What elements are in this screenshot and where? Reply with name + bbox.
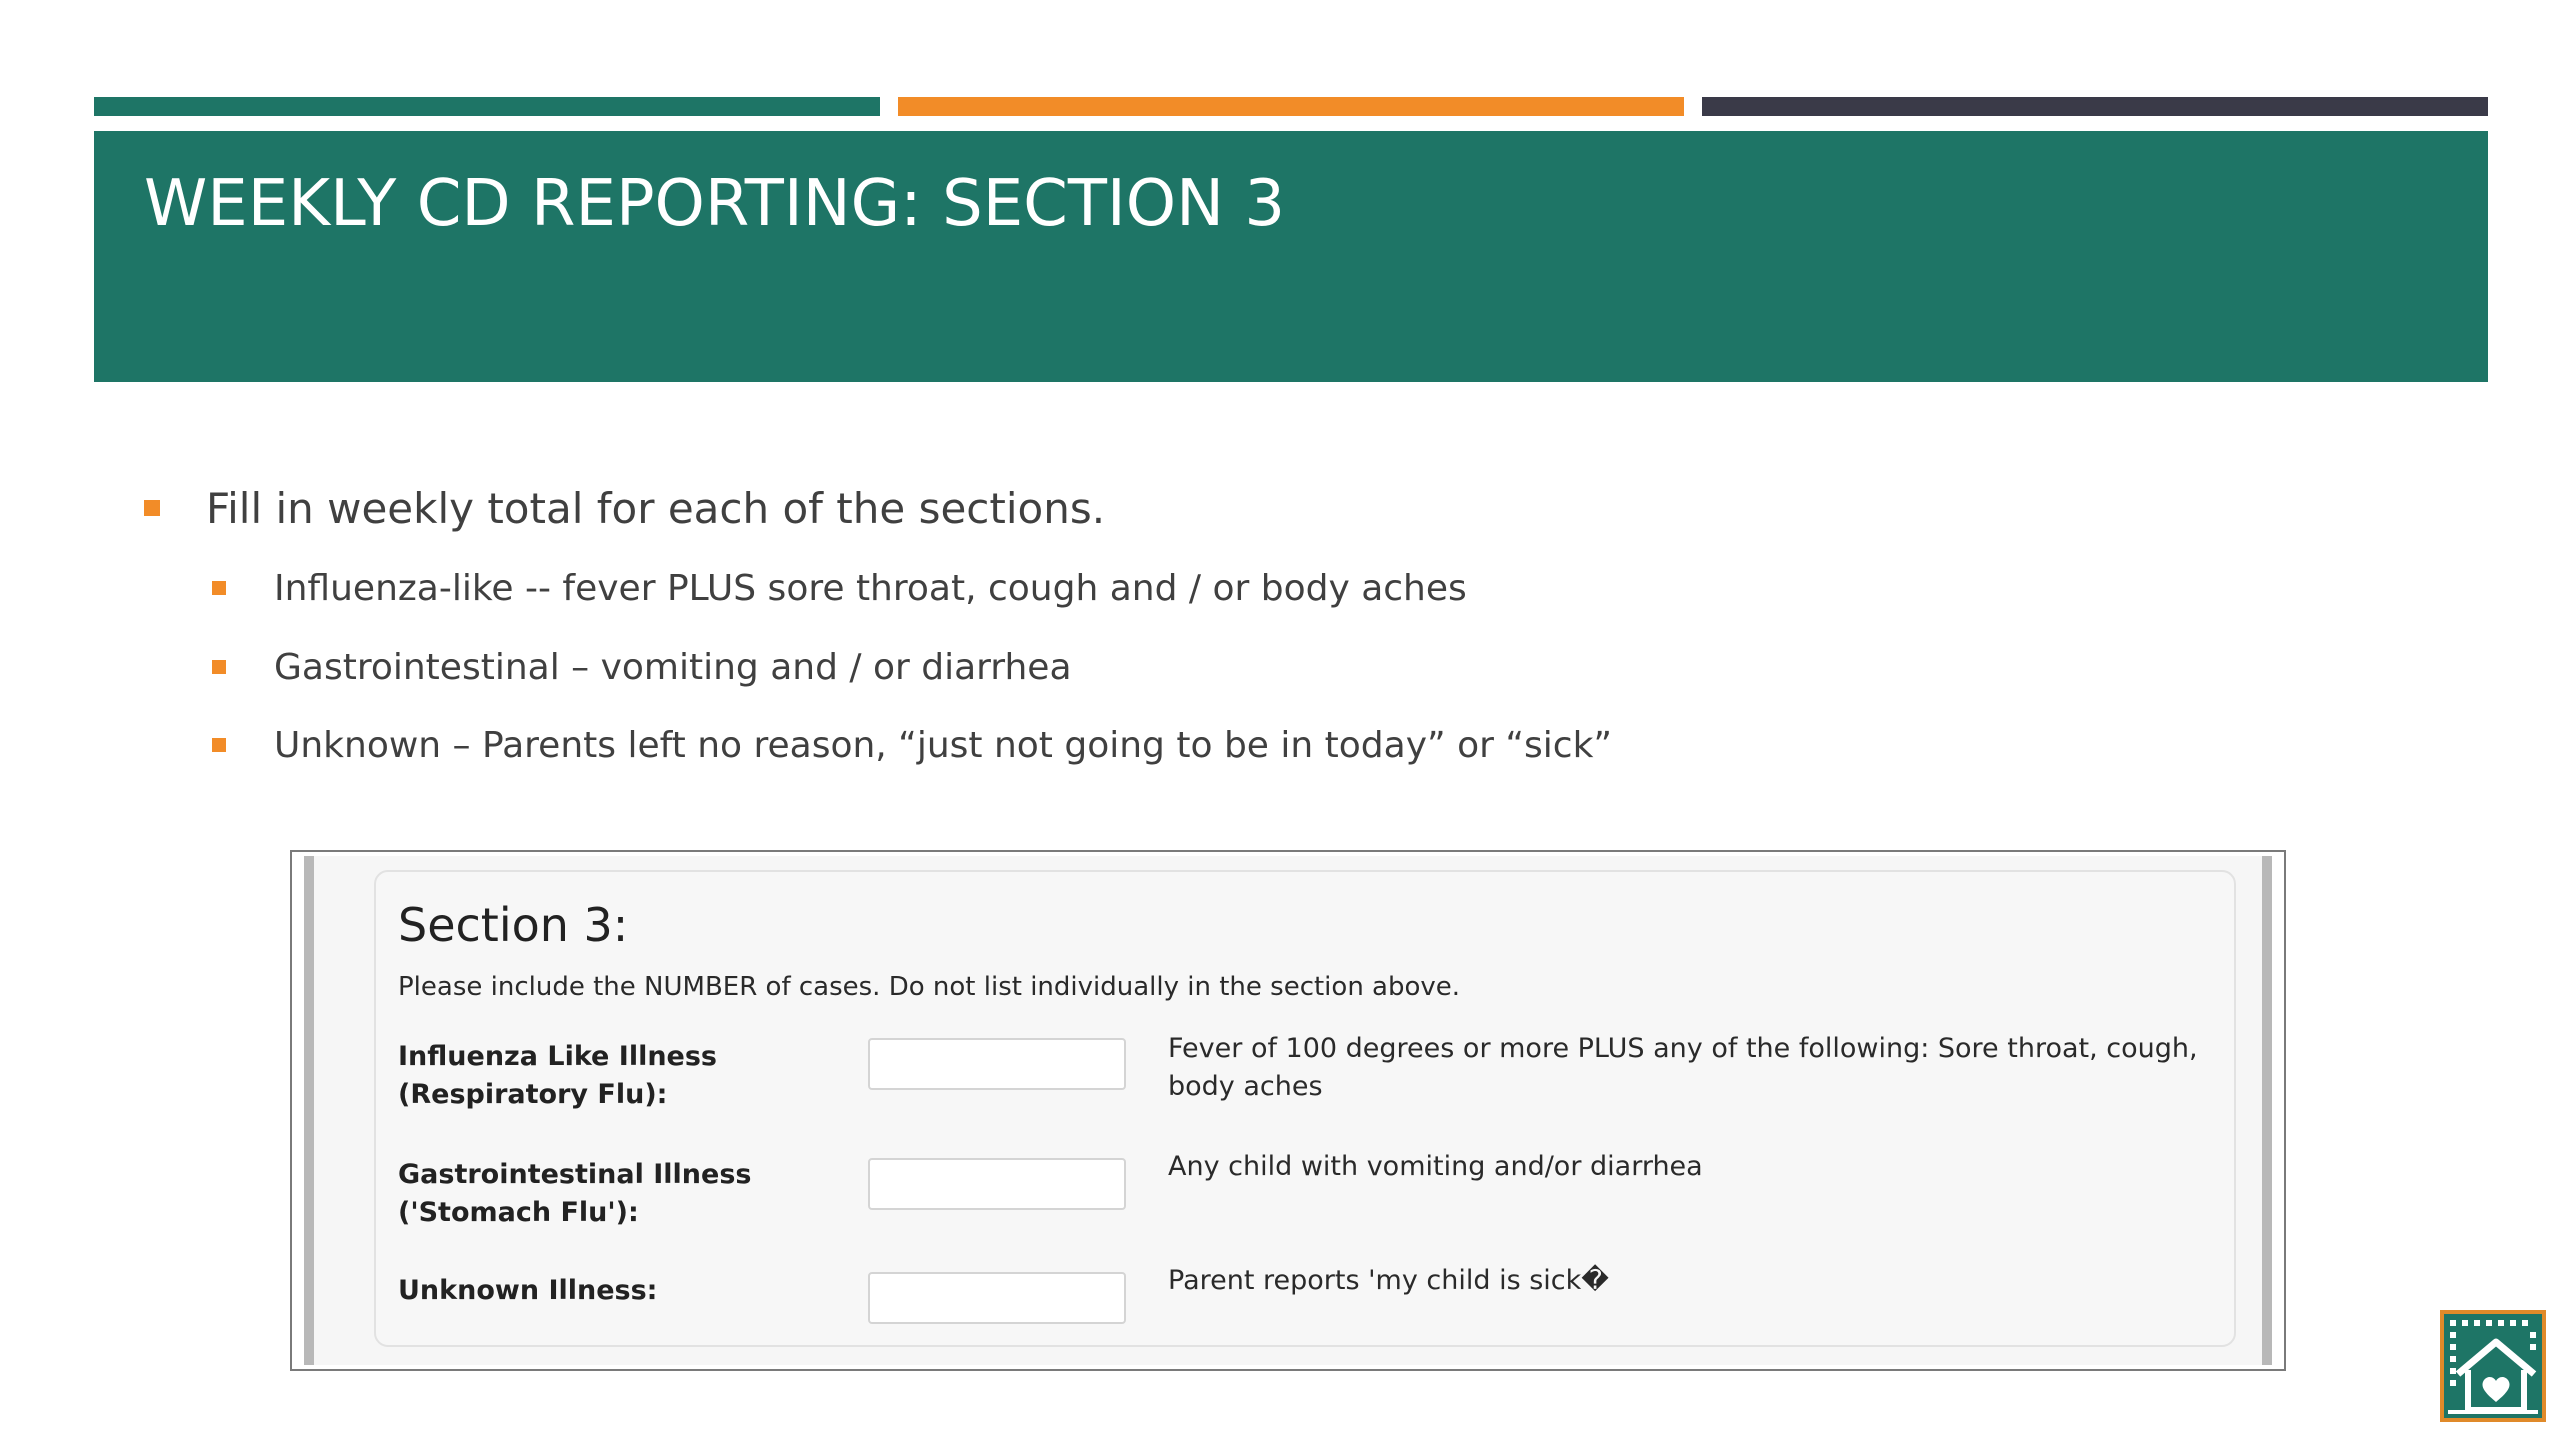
unknown-label <box>398 1272 818 1310</box>
house-heart-logo-icon <box>2440 1310 2546 1422</box>
gastro-help-text: Any child with vomiting and/or diarrhea <box>1168 1151 1703 1182</box>
unknown-help-text: Parent reports 'my child is sick� <box>1168 1265 1609 1296</box>
square-bullet-icon <box>144 500 160 516</box>
accent-bar-dark <box>1702 97 2488 116</box>
unknown-label-line1: Unknown Illness: <box>398 1275 658 1306</box>
bullet-main <box>144 480 1105 536</box>
square-bullet-icon <box>212 581 226 595</box>
accent-bar-orange <box>898 97 1684 116</box>
sub-bullet-text: Gastrointestinal – vomiting and / or diarrhea <box>274 646 1072 688</box>
sub-bullet-unknown <box>212 720 1612 770</box>
logo-graphic <box>2444 1314 2542 1418</box>
gastro-label-line2: ('Stomach Flu'): <box>398 1197 639 1228</box>
influenza-label-line2: (Respiratory Flu): <box>398 1079 668 1110</box>
influenza-label <box>398 1038 818 1114</box>
slide-title: WEEKLY CD REPORTING: SECTION 3 <box>144 167 1286 241</box>
section-heading: Section 3: <box>398 898 629 952</box>
sub-bullet-text: Influenza-like -- fever PLUS sore throat, cough and / or body aches <box>274 567 1467 609</box>
influenza-help-text: Fever of 100 degrees or more PLUS any of the following: Sore throat, cough, body aches <box>1168 1033 2198 1102</box>
gastro-label-line1: Gastrointestinal Illness <box>398 1159 752 1190</box>
influenza-count-input[interactable] <box>868 1038 1126 1090</box>
sub-bullet-gastro <box>212 642 1072 692</box>
square-bullet-icon <box>212 660 226 674</box>
accent-bar-teal <box>94 97 880 116</box>
sub-bullet-influenza <box>212 563 1467 613</box>
section-3-panel <box>374 870 2236 1347</box>
form-screenshot <box>290 850 2286 1371</box>
bullet-main-text: Fill in weekly total for each of the sections. <box>206 483 1106 533</box>
section-instruction: Please include the NUMBER of cases. Do not list individually in the section above. <box>398 972 1461 1002</box>
square-bullet-icon <box>212 738 226 752</box>
gastro-label <box>398 1156 818 1232</box>
form-screenshot-frame <box>304 856 2272 1365</box>
influenza-label-line1: Influenza Like Illness <box>398 1041 718 1072</box>
title-banner <box>94 131 2488 382</box>
unknown-count-input[interactable] <box>868 1272 1126 1324</box>
gastro-count-input[interactable] <box>868 1158 1126 1210</box>
sub-bullet-text: Unknown – Parents left no reason, “just not going to be in today” or “sick” <box>274 724 1613 766</box>
